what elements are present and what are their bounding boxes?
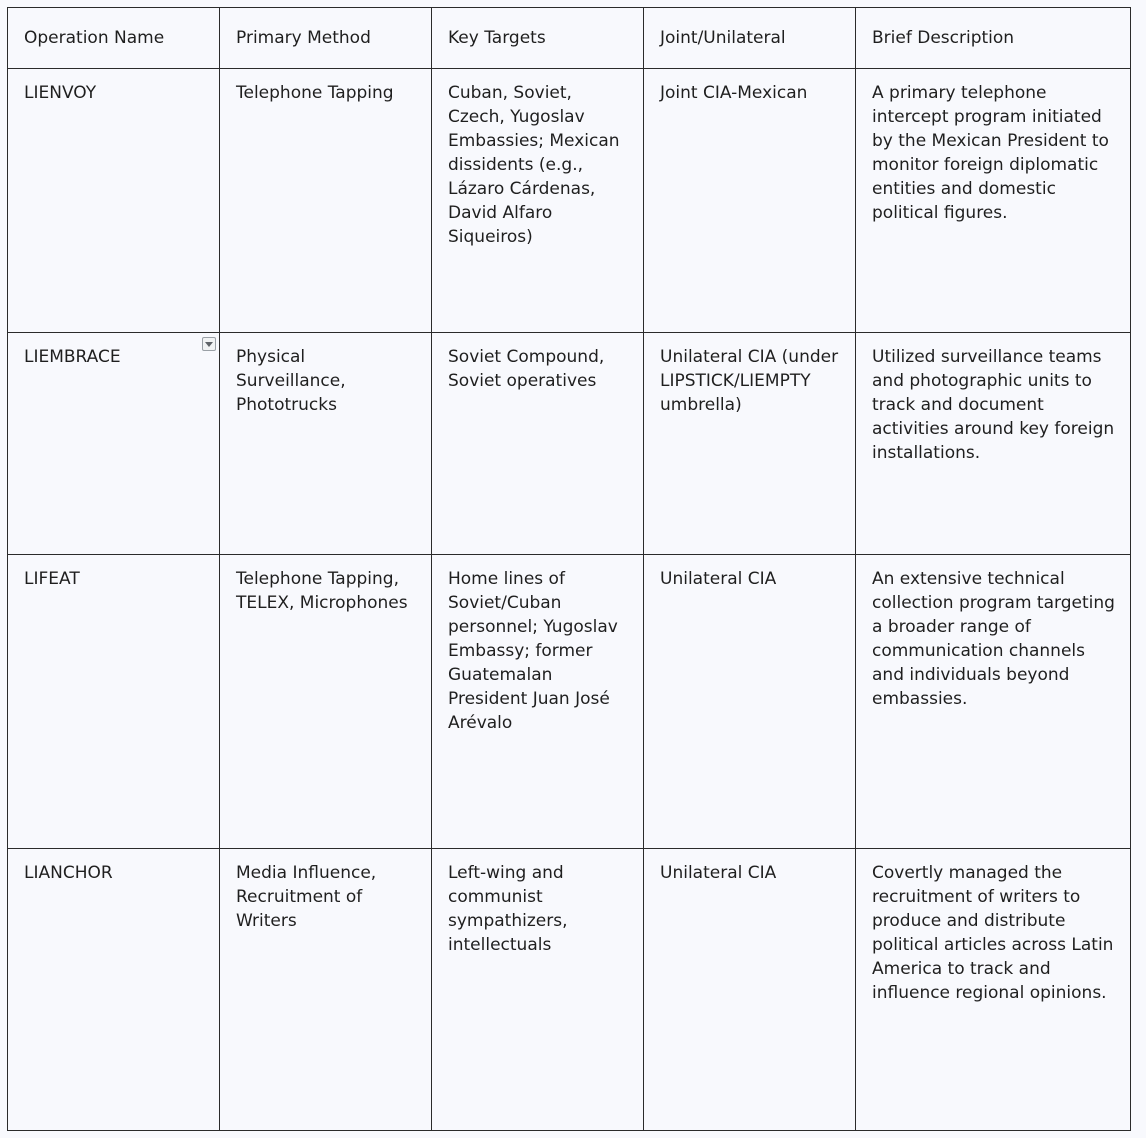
header-key-targets: Key Targets — [432, 8, 644, 69]
cell-description: Utilized surveillance teams and photographic units to track and document activities around key foreign installations. — [856, 333, 1131, 555]
chevron-down-icon[interactable] — [202, 337, 216, 351]
cell-joint: Unilateral CIA — [644, 555, 856, 849]
table-row — [8, 555, 1131, 849]
cell-description: A primary telephone intercept program initiated by the Mexican President to monitor foreign diplomatic entities and domestic political figures. — [856, 69, 1131, 333]
header-brief-description: Brief Description — [856, 8, 1131, 69]
cell-targets: Left-wing and communist sympathizers, intellectuals — [432, 849, 644, 1131]
cell-joint: Joint CIA-Mexican — [644, 69, 856, 333]
operations-table-container — [7, 7, 1131, 1131]
cell-description: Covertly managed the recruitment of writers to produce and distribute political articles across Latin America to track and influence regional opinions. — [856, 849, 1131, 1131]
cell-method: Telephone Tapping, TELEX, Microphones — [220, 555, 432, 849]
header-joint-unilateral: Joint/Unilateral — [644, 8, 856, 69]
cell-operation: LIENVOY — [8, 69, 220, 333]
cell-method: Physical Surveillance, Phototrucks — [220, 333, 432, 555]
cell-joint: Unilateral CIA — [644, 849, 856, 1131]
cell-method: Media Influence, Recruitment of Writers — [220, 849, 432, 1131]
cell-targets: Soviet Compound, Soviet operatives — [432, 333, 644, 555]
cell-operation: LIFEAT — [8, 555, 220, 849]
cell-joint: Unilateral CIA (under LIPSTICK/LIEMPTY umbrella) — [644, 333, 856, 555]
cell-targets: Cuban, Soviet, Czech, Yugoslav Embassies; Mexican dissidents (e.g., Lázaro Cárdenas, David Alfaro Siqueiros) — [432, 69, 644, 333]
header-primary-method: Primary Method — [220, 8, 432, 69]
table-row — [8, 69, 1131, 333]
table-row — [8, 849, 1131, 1131]
cell-operation-wrapper — [8, 333, 220, 555]
table-row — [8, 333, 1131, 555]
table-header-row — [8, 8, 1131, 69]
cell-operation: LIANCHOR — [8, 849, 220, 1131]
operations-table — [7, 7, 1131, 1131]
header-operation-name: Operation Name — [8, 8, 220, 69]
cell-targets: Home lines of Soviet/Cuban personnel; Yugoslav Embassy; former Guatemalan President Juan José Arévalo — [432, 555, 644, 849]
cell-operation: LIEMBRACE — [24, 347, 121, 367]
cell-method: Telephone Tapping — [220, 69, 432, 333]
cell-description: An extensive technical collection program targeting a broader range of communication channels and individuals beyond embassies. — [856, 555, 1131, 849]
